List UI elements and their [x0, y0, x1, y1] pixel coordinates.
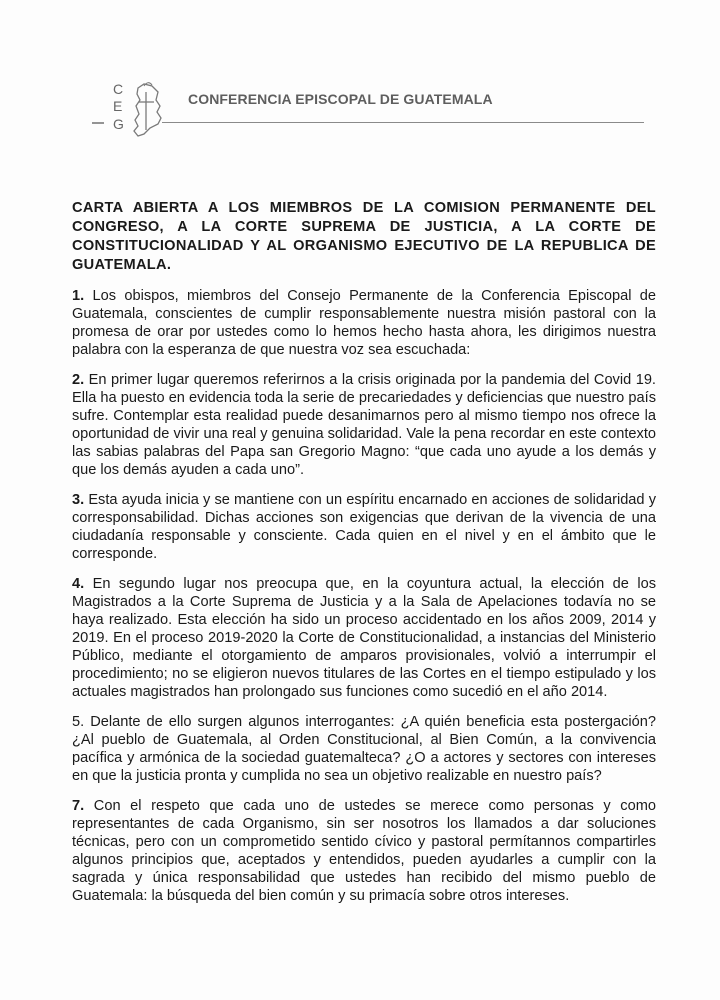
paragraph-text: En primer lugar queremos referirnos a la crisis originada por la pandemia del Covid 19. Ella ha puesto en evidencia toda la serie de precariedades y deficiencias que nuestro país sufre. Contemplar esta realidad puede desanimarnos pero al mismo tiempo nos ofrece la oportunidad de vivir una real y genuina solidaridad. Vale la pena recordar en este contexto las sabias palabras del Papa san Gregorio Magno: “que cada uno ayude a los demás y que los demás ayuden a cada uno”. [72, 372, 656, 478]
logo-letter-g: G [113, 116, 124, 132]
letter-title: CARTA ABIERTA A LOS MIEMBROS DE LA COMISION PERMANENTE DEL CONGRESO, A LA CORTE SUPREMA DE JUSTICIA, A LA CORTE DE CONSTITUCIONALIDAD Y AL ORGANISMO EJECUTIVO DE LA REPUBLICA DE GUATEMALA. [72, 200, 656, 273]
header-rule [162, 122, 644, 123]
paragraph-4 [72, 575, 656, 701]
letterhead [86, 76, 646, 142]
paragraph-7 [72, 797, 656, 905]
paragraph-text: En segundo lugar nos preocupa que, en la coyuntura actual, la elección de los Magistrados a la Corte Suprema de Justicia y a la Sala de Apelaciones todavía no se haya realizado. Esta elección ha sido un proceso accidentado en los años 2009, 2014 y 2019. En el proceso 2019-2020 la Corte de Constitucionalidad, a instancias del Ministerio Público, mediante el otorgamiento de amparos provisionales, volvió a interrumpir el procedimiento; no se eligieron nuevos titulares de las Cortes en el tiempo estipulado y los actuales magistrados han prolongado sus funciones como sucedió en el año 2014. [72, 576, 656, 700]
org-name: CONFERENCIA EPISCOPAL DE GUATEMALA [188, 91, 493, 107]
paragraph-2 [72, 371, 656, 479]
paragraph-number: 7. [72, 798, 85, 814]
paragraph-1 [72, 287, 656, 359]
paragraph-number: 2. [72, 372, 85, 388]
letter-body [72, 199, 656, 917]
paragraph-number: 4. [72, 576, 85, 592]
paragraph-number: 1. [72, 288, 85, 304]
paragraph-number: 3. [72, 492, 85, 508]
paragraph-3 [72, 491, 656, 563]
paragraph-text: 5. Delante de ello surgen algunos interrogantes: ¿A quién beneficia esta postergación? ¿Al pueblo de Guatemala, al Orden Constitucional, al Bien Común, a la convivencia pacífica y armónica de la sociedad guatemalteca? ¿O a actores y sectores con intereses en que la justicia pronta y cumplida no sea un objetivo realizable en nuestro país? [72, 714, 656, 784]
paragraph-text: Esta ayuda inicia y se mantiene con un espíritu encarnado en acciones de solidaridad y corresponsabilidad. Dichas acciones son exigencias que derivan de la vivencia de una ciudadanía responsable y consciente. Cada quien en el nivel y en el ámbito que le corresponde. [72, 492, 656, 562]
paragraph-text: Los obispos, miembros del Consejo Permanente de la Conferencia Episcopal de Guatemala, conscientes de cumplir responsablemente nuestra misión pastoral con la promesa de orar por ustedes como lo hemos hecho hasta ahora, les dirigimos nuestra palabra con la esperanza de que nuestra voz sea escuchada: [72, 288, 656, 358]
paragraph-text: Con el respeto que cada uno de ustedes se merece como personas y como representantes de cada Organismo, sin ser nosotros los llamados a dar soluciones técnicas, pero con un comprometido sentido cívico y pastoral permítannos compartirles algunos principios que, aceptados y entendidos, pueden ayudarles a cumplir con la sagrada y única responsabilidad que ustedes han recibido del mismo pueblo de Guatemala: la búsqueda del bien común y su primacía sobre otros intereses. [72, 798, 656, 904]
logo-letter-c: C [113, 81, 124, 97]
paragraph-5 [72, 713, 656, 785]
logo-letter-e: E [113, 98, 123, 114]
ceg-logo [86, 76, 182, 142]
